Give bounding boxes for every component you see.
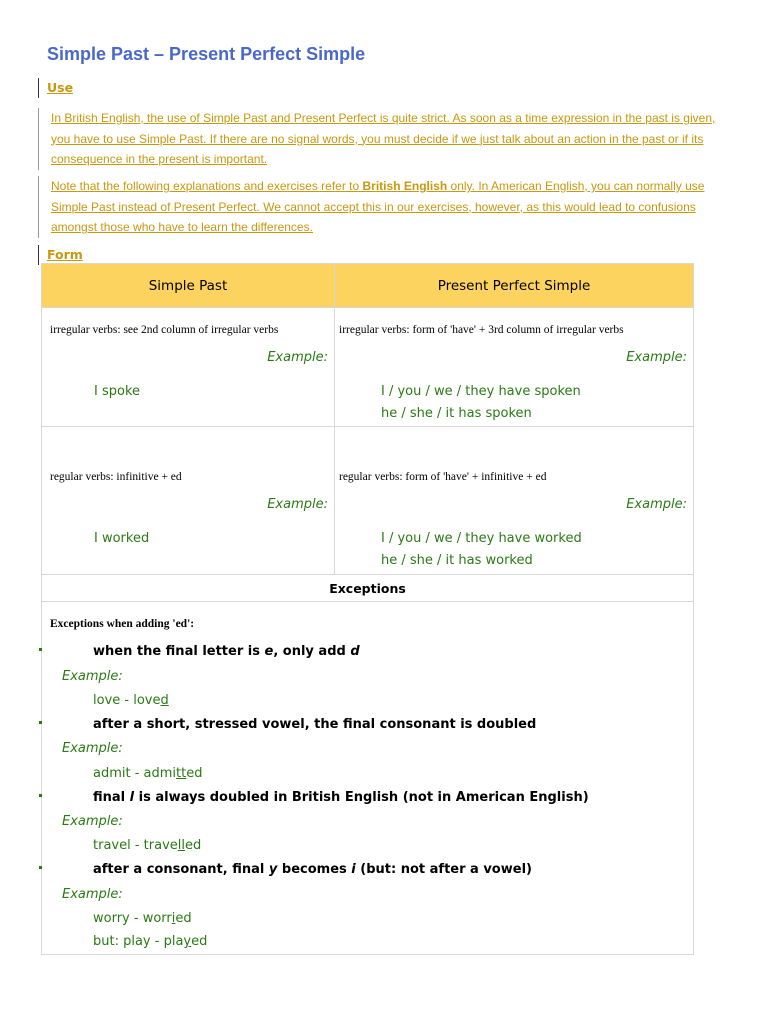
col-header-simple-past: Simple Past [42, 264, 335, 308]
exception-rule-1-d: d [350, 644, 360, 659]
exception-rule-4 [93, 862, 532, 877]
irregular-past-cell [42, 308, 335, 427]
bullet-marker-1 [39, 648, 42, 651]
exception-4-example [93, 911, 192, 926]
exception-2-highlight: tt [176, 766, 187, 781]
exception-4-example-text-a: worry - worr [93, 911, 172, 926]
exceptions-cell [42, 602, 694, 955]
form-table [41, 263, 694, 955]
irregular-past-rule: irregular verbs: see 2nd column of irregular verbs [50, 324, 279, 336]
bullet-marker-2 [39, 721, 42, 724]
exception-3-example-text-a: travel - trave [93, 838, 178, 853]
exception-rule-1 [93, 644, 360, 659]
exception-rule-3-l: l [129, 790, 135, 805]
irregular-perfect-example-1: I / you / we / they have spoken [381, 384, 581, 399]
use-heading[interactable]: Use [38, 78, 73, 98]
exception-rule-4-text-b: becomes [277, 862, 352, 877]
exception-1-example [93, 693, 169, 708]
exception-2-example-label: Example: [62, 741, 123, 756]
regular-perfect-example-2: he / she / it has worked [381, 553, 533, 568]
regular-perfect-rule: regular verbs: form of 'have' + infinitive + ed [339, 471, 547, 483]
regular-perfect-example-label: Example: [626, 497, 687, 512]
irregular-past-example: I spoke [94, 384, 141, 399]
exception-rule-3 [93, 790, 589, 805]
irregular-perfect-rule: irregular verbs: form of 'have' + 3rd column of irregular verbs [339, 324, 624, 336]
exception-3-example-label: Example: [62, 814, 123, 829]
exceptions-intro: Exceptions when adding 'ed': [50, 618, 195, 630]
use-paragraph-2-text-b: only. In American English, you can normally use Simple Past instead of Present Perfect. We cannot accept this in our exercises, however, as this would lead to confusions amongst those who have to learn the differences. [51, 179, 705, 234]
exception-3-example-text-b: ed [185, 838, 202, 853]
exception-5-example-text-b: ed [191, 934, 208, 949]
exception-rule-1-e: e [264, 644, 274, 659]
exception-rule-1-text-b: , only add [273, 644, 351, 659]
exception-1-example-text: love - love [93, 693, 161, 708]
regular-perfect-example-1: I / you / we / they have worked [381, 531, 582, 546]
exception-rule-3-text-b: is always doubled in British English (not in American English) [134, 790, 589, 805]
exception-5-example [93, 934, 207, 949]
col-header-present-perfect: Present Perfect Simple [335, 264, 694, 308]
use-paragraph-1[interactable] [38, 108, 736, 170]
use-paragraph-2[interactable] [38, 176, 736, 238]
exception-rule-4-text-c: (but: not after a vowel) [355, 862, 532, 877]
exception-2-example [93, 766, 203, 781]
use-paragraph-1-text: In British English, the use of Simple Past and Present Perfect is quite strict. As soon as a time expression in the past is given, you have to use Simple Past. If there are no signal words, you must decide if we just talk about an action in the past or if its consequence in the present is important. [51, 111, 716, 166]
exception-2-example-text-b: ed [186, 766, 203, 781]
regular-past-cell [42, 427, 335, 575]
regular-past-example-label: Example: [267, 497, 328, 512]
exception-2-example-text-a: admit - admi [93, 766, 177, 781]
exception-3-highlight: ll [177, 838, 186, 853]
british-english-emphasis: British English [362, 179, 448, 193]
irregular-past-example-label: Example: [267, 350, 328, 365]
irregular-perfect-example-2: he / she / it has spoken [381, 406, 532, 421]
exception-4-example-label: Example: [62, 887, 123, 902]
exception-5-example-text-a: but: play - pla [93, 934, 184, 949]
exception-4-example-text-b: ed [175, 911, 192, 926]
bullet-marker-3 [39, 794, 42, 797]
exception-5-highlight: y [183, 934, 192, 949]
regular-perfect-cell [335, 427, 694, 575]
exception-rule-1-text-a: when the final letter is [93, 644, 265, 659]
irregular-perfect-example-label: Example: [626, 350, 687, 365]
irregular-perfect-cell [335, 308, 694, 427]
exception-4-highlight: i [171, 911, 176, 926]
exceptions-heading: Exceptions [42, 575, 694, 602]
exception-rule-4-y: y [268, 862, 278, 877]
exception-rule-3-text-a: final [93, 790, 130, 805]
exception-rule-4-i: i [351, 862, 356, 877]
bullet-marker-4 [39, 866, 42, 869]
page-title: Simple Past – Present Perfect Simple [47, 44, 366, 64]
regular-past-rule: regular verbs: infinitive + ed [50, 471, 182, 483]
use-paragraph-2-text-a: Note that the following explanations and exercises refer to [51, 179, 363, 193]
exception-rule-4-text-a: after a consonant, final [93, 862, 269, 877]
exception-rule-2: after a short, stressed vowel, the final consonant is doubled [93, 717, 537, 732]
exception-1-highlight: d [160, 693, 169, 708]
exception-1-example-label: Example: [62, 669, 123, 684]
exception-3-example [93, 838, 201, 853]
regular-past-example: I worked [94, 531, 150, 546]
form-heading[interactable]: Form [38, 245, 83, 265]
